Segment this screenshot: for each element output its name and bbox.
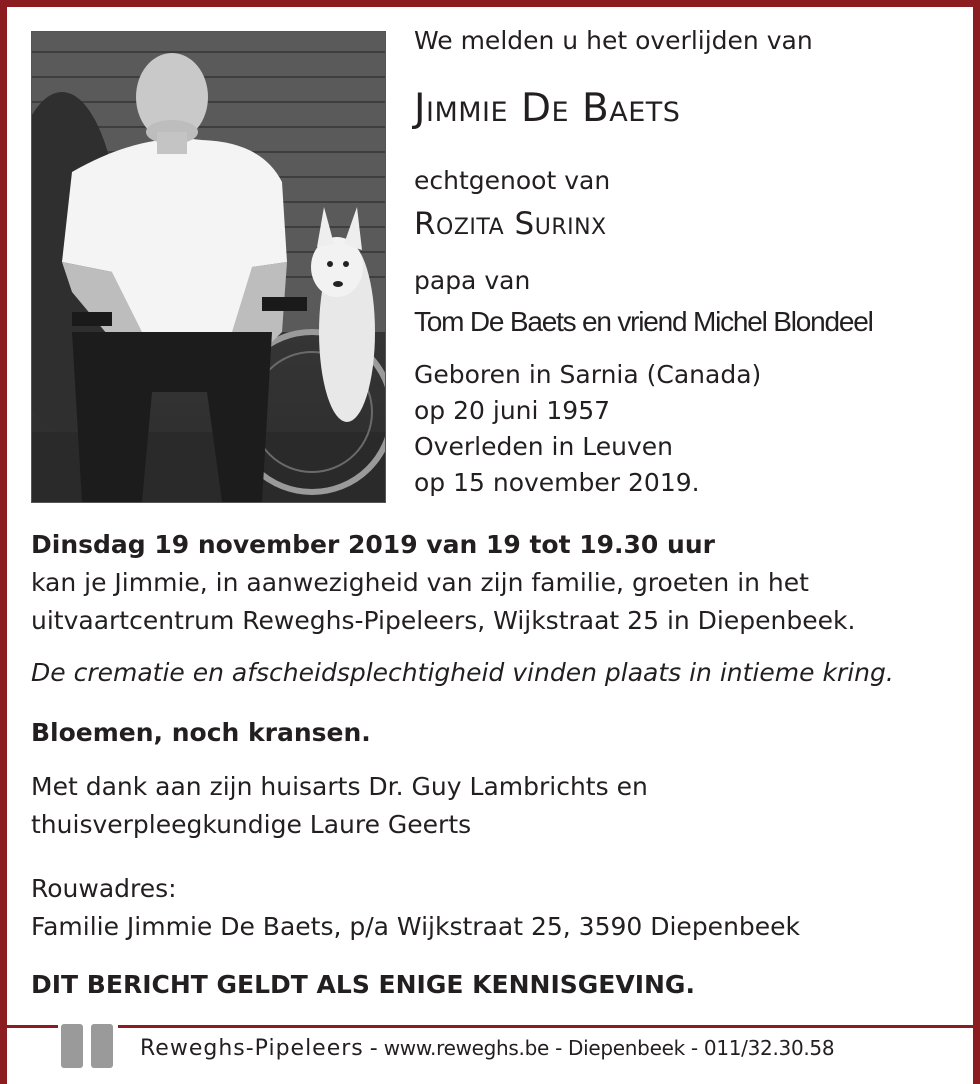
footer-separator: - [369,1036,378,1061]
portrait-photo [31,31,386,503]
top-border [0,0,980,7]
died-place: Overleden in Leuven [414,432,673,461]
flowers-note: Bloemen, noch kransen. [31,718,371,747]
footer-company: Reweghs-Pipeleers [140,1036,364,1061]
born-date: op 20 juni 1957 [414,396,611,425]
footer-divider [7,1025,973,1028]
cremation-note: De crematie en afscheidsplechtigheid vinden plaats in intieme kring. [31,658,894,687]
spouse-name: Rozita Surinx [414,206,607,242]
visitation-text-line-2: uitvaartcentrum Reweghs-Pipeleers, Wijkstraat 25 in Diepenbeek. [31,606,856,635]
portrait-photo-icon [32,32,385,502]
footer-contact-info: www.reweghs.be - Diepenbeek - 011/32.30.58 [383,1036,835,1060]
address-label: Rouwadres: [31,874,177,903]
visitation-time: Dinsdag 19 november 2019 van 19 tot 19.30 uur [31,530,715,559]
funeral-home-logo [58,1018,118,1070]
right-border [973,0,980,1084]
visitation-text-line-1: kan je Jimmie, in aanwezigheid van zijn familie, groeten in het [31,568,809,597]
born-place: Geboren in Sarnia (Canada) [414,360,762,389]
thanks-line-2: thuisverpleegkundige Laure Geerts [31,810,472,839]
children-names: Tom De Baets en vriend Michel Blondeel [414,306,873,337]
spouse-label: echtgenoot van [414,166,611,195]
intro-text: We melden u het overlijden van [414,26,813,55]
left-border [0,0,7,1084]
mourning-address: Familie Jimmie De Baets, p/a Wijkstraat 25, 3590 Diepenbeek [31,912,801,941]
doors-logo-icon [58,1018,118,1070]
deceased-name: Jimmie De Baets [414,86,681,131]
died-date: op 15 november 2019. [414,468,700,497]
notice-text: DIT BERICHT GELDT ALS ENIGE KENNISGEVING. [31,970,695,999]
footer-contact [140,1036,834,1061]
thanks-line-1: Met dank aan zijn huisarts Dr. Guy Lambrichts en [31,772,648,801]
papa-label: papa van [414,266,531,295]
